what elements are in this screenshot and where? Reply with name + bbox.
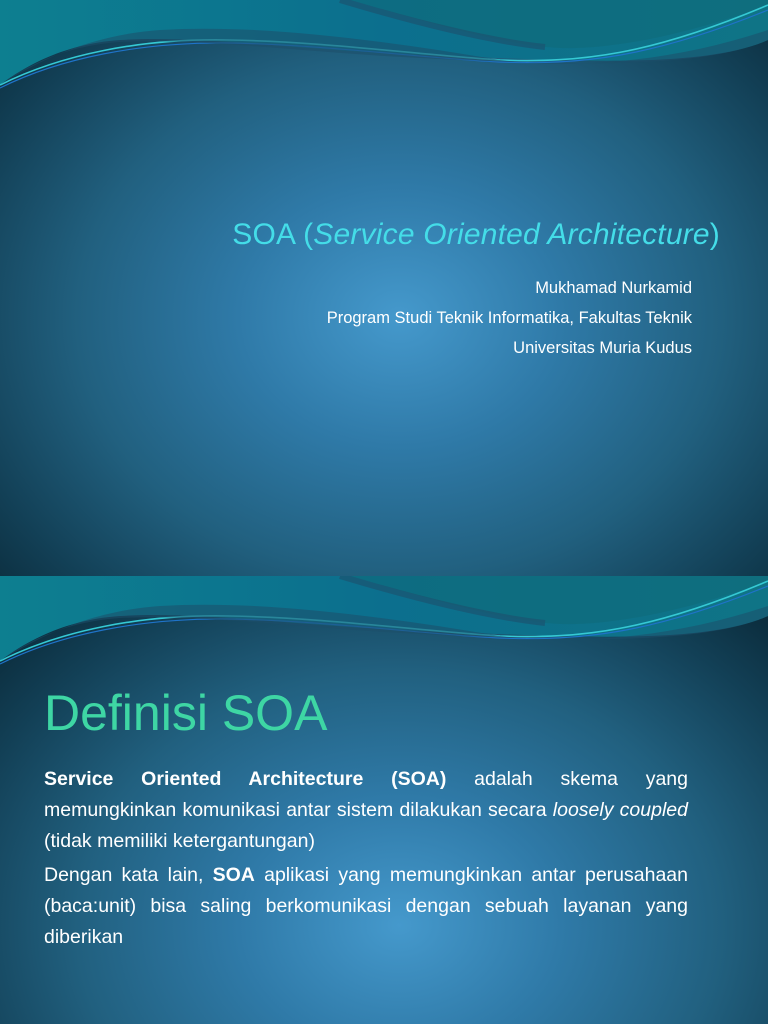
- text: aplikasi yang memungkinkan antar perusahaan (baca:unit) bisa saling berkomunikasi dengan sebuah layanan yang diberikan: [44, 864, 688, 948]
- author-name: Mukhamad Nurkamid: [535, 279, 692, 297]
- content-slide: [0, 576, 768, 1024]
- decorative-wave-header: [0, 0, 768, 100]
- bold-term: Service Oriented Architecture (SOA): [44, 768, 447, 790]
- title-suffix: ): [709, 218, 720, 251]
- title-prefix: SOA (: [232, 218, 314, 251]
- paragraph-definition: [44, 764, 688, 857]
- text: adalah skema yang memungkinkan komunikasi antar sistem dilakukan secara: [44, 768, 688, 821]
- italic-term: loosely coupled: [552, 799, 688, 821]
- author-department: Program Studi Teknik Informatika, Fakultas Teknik: [326, 309, 692, 327]
- paragraph-explanation: [44, 860, 688, 953]
- subtitle-block: [327, 273, 692, 363]
- author-university: Universitas Muria Kudus: [513, 339, 692, 357]
- slide-heading: Definisi SOA: [44, 685, 328, 741]
- title-italic: Service Oriented Architecture: [313, 218, 710, 251]
- bold-term: SOA: [212, 864, 255, 886]
- slide-body: [44, 764, 688, 956]
- presentation-title: [0, 213, 720, 257]
- decorative-wave-header: [0, 576, 768, 676]
- text: (tidak memiliki ketergantungan): [44, 830, 315, 852]
- text: Dengan kata lain,: [44, 864, 213, 886]
